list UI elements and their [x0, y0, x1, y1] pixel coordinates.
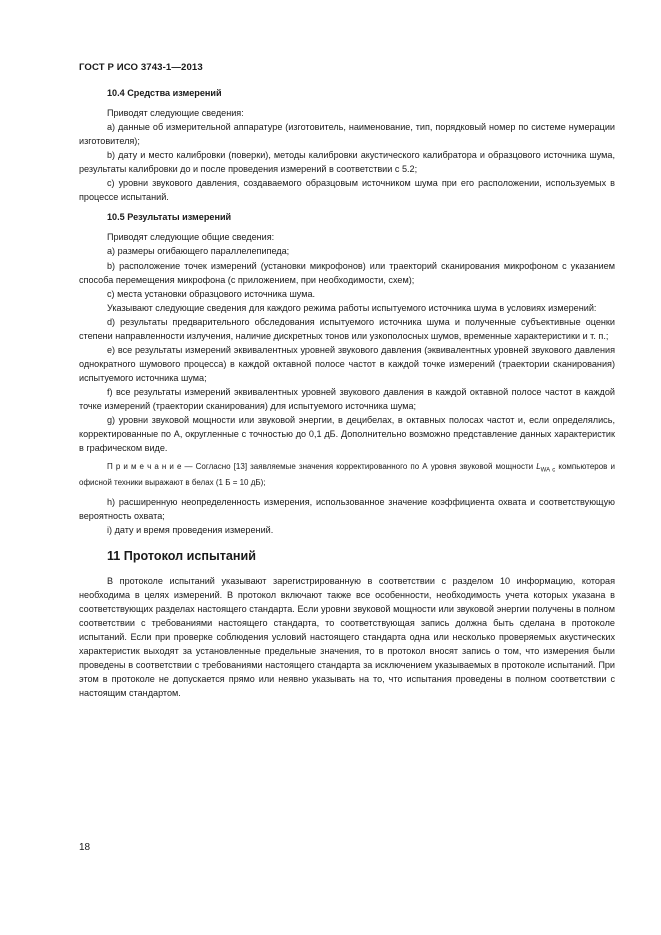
note-label: П р и м е ч а н и е	[107, 462, 182, 472]
document-body	[79, 86, 615, 700]
note-symbol: L	[536, 462, 541, 472]
note-text: — Согласно [13] заявляемые значения корректированного по А уровня звуковой мощности	[181, 462, 537, 472]
list-item: c) места установки образцового источника шума.	[107, 288, 316, 299]
list-item: a) данные об измерительной аппаратуре (изготовитель, наименование, тип, порядковый номер по системе нумерации изготовителя);	[79, 122, 615, 147]
list-item: i) дату и время проведения измерений.	[107, 524, 274, 535]
list-item: a) размеры огибающего параллелепипеда;	[107, 246, 290, 257]
section-11-title: 11 Протокол испытаний	[107, 548, 257, 563]
list-item: c) уровни звукового давления, создаваемого образцовым источником шума при его расположении, используемых в процессе испытаний.	[79, 178, 615, 203]
list-item: g) уровни звуковой мощности или звуковой энергии, в децибелах, в октавных полосах частот и, если определялись, корректированные по А, округленные с точностью до 0,1 дБ. Дополнительно возможно представление данных характеристик в графическом виде.	[79, 415, 615, 454]
list-item: f) все результаты измерений эквивалентных уровней звукового давления в каждой октавной полосе частот в каждой точке измерений (траектории сканирования) для испытуемого источника шума;	[79, 386, 615, 411]
section-10-5-title: 10.5 Результаты измерений	[107, 212, 232, 223]
document-header: ГОСТ Р ИСО 3743-1—2013	[79, 62, 203, 73]
list-item: b) расположение точек измерений (установки микрофонов) или траекторий сканирования микрофоном с указанием способа перемещения микрофона (с приложением, при необходимости, схем);	[79, 260, 615, 285]
list-item: h) расширенную неопределенность измерения, использованное значение коэффициента охвата и соответствующую вероятность охвата;	[79, 496, 615, 521]
note-text-2: компьютеров и офисной техники выражают в белах (1 Б = 10 дБ);	[79, 462, 615, 488]
list-item: e) все результаты измерений эквивалентных уровней звукового давления (эквивалентных уровней звукового давления однократного шумового процесса) в каждой октавной полосе частот в каждой точке измерений (траектории сканирования) испытуемого источника шума;	[79, 344, 615, 383]
paragraph: Приводят следующие сведения:	[107, 108, 244, 119]
paragraph: В протоколе испытаний указывают зарегистрированную в соответствии с разделом 10 информацию, которая необходима в целях измерений. В протокол включают также все особенности, необходимость учета которых указана в соответствующих разделах настоящего стандарта. Если уровни звуковой мощности или звуковой энергии получены в полном соответствии с требованиями настоящего стандарта, то соответствующая запись должна быть сделана в протоколе испытаний. Если при проверке соблюдения условий настоящего стандарта одна или несколько проверяемых акустических характеристик выходят за установленные предельные значения, то в протокол вносят запись о том, что измерения были проведены в соответствии с требованиями настоящего стандарта за исключением указываемых в протоколе испытаний. При этом в протоколе не допускается прямо или неявно указывать на то, что испытания проведены в полном соответствии с настоящим стандартом.	[79, 575, 615, 699]
list-item: b) дату и место калибровки (поверки), методы калибровки акустического калибратора и образцового источника шума, результаты калибровки до и после проведения измерений в соответствии с 5.2;	[79, 150, 615, 175]
list-item: d) результаты предварительного обследования испытуемого источника шума и полученные субъективные оценки степени направленности излучения, наличие дискретных тонов или узкополосных шумов, временные характеристики и т. п.;	[79, 316, 615, 341]
paragraph: Указывают следующие сведения для каждого режима работы испытуемого источника шума в условиях измерений:	[107, 302, 597, 313]
paragraph: Приводят следующие общие сведения:	[107, 232, 275, 243]
note	[79, 461, 615, 489]
note-subscript: WA c	[540, 467, 556, 474]
section-10-4-title: 10.4 Средства измерений	[107, 88, 222, 98]
page-number: 18	[79, 842, 91, 853]
